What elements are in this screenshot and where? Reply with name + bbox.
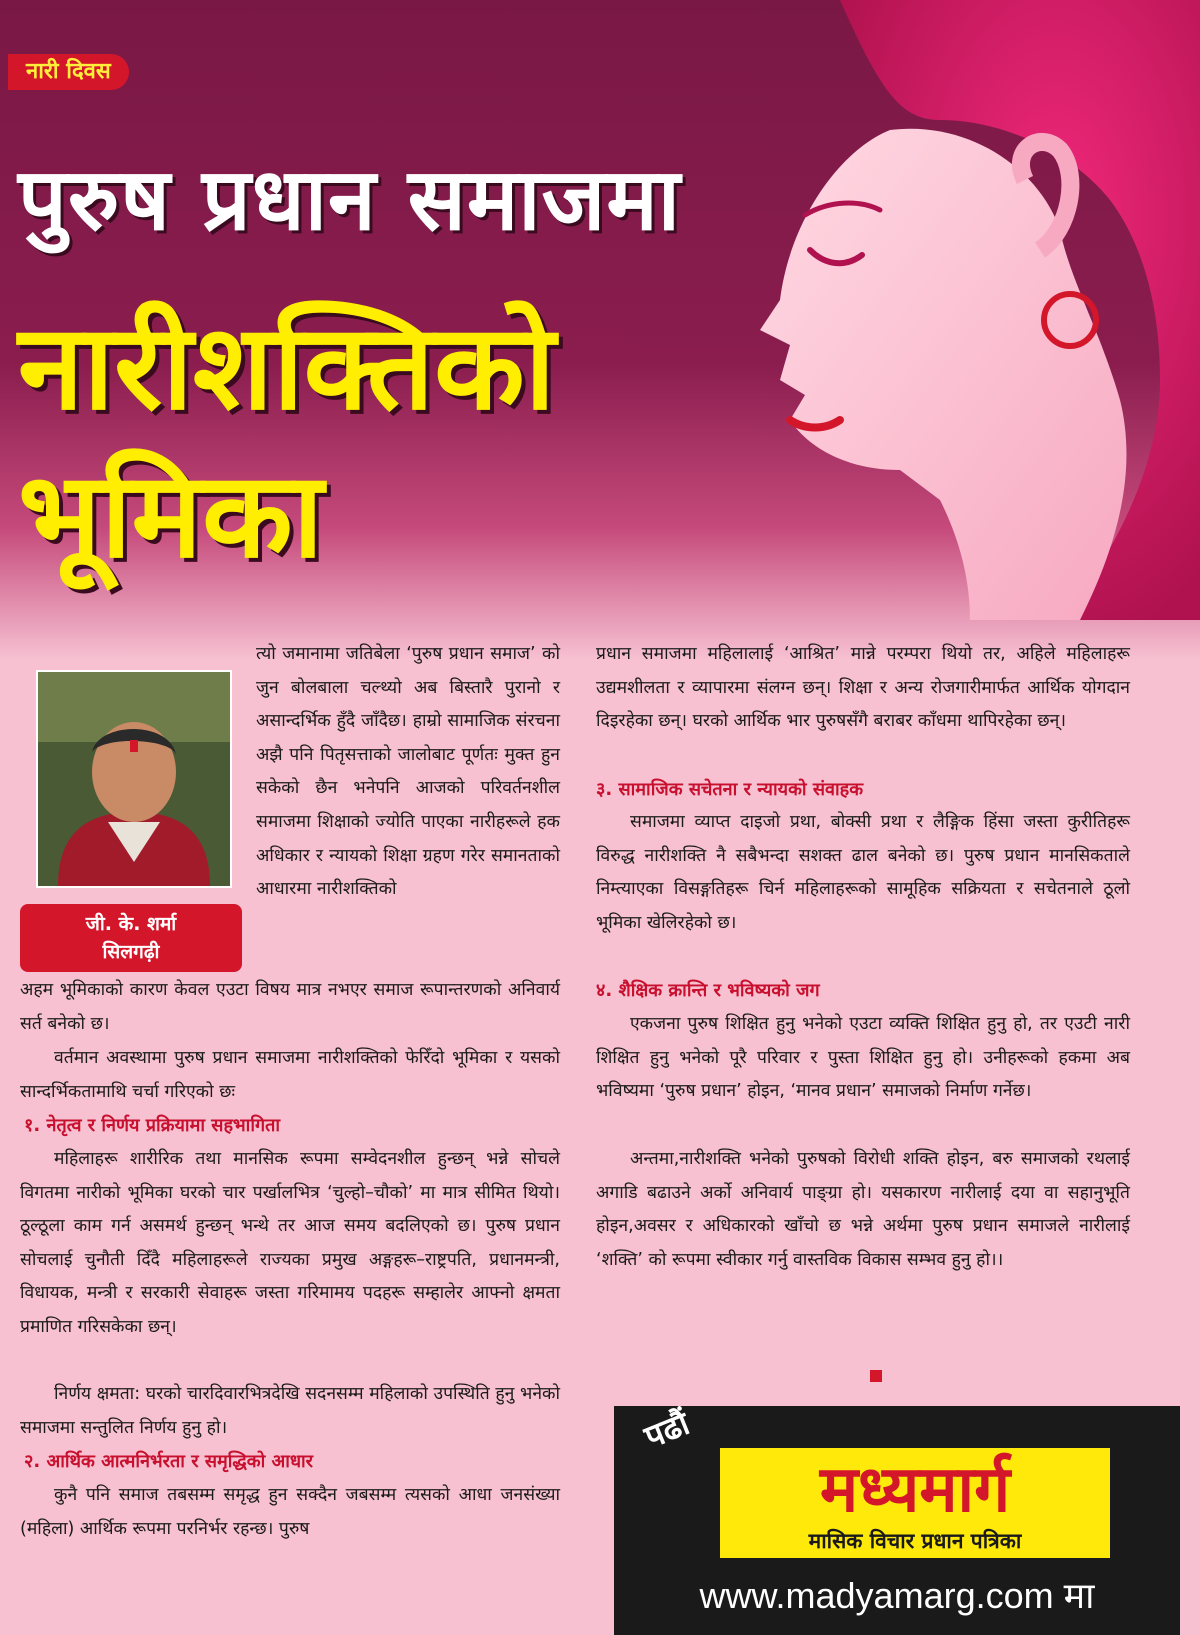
end-of-article-mark bbox=[870, 1370, 882, 1382]
section-3-heading: ३. सामाजिक सचेतना र न्यायको संवाहक bbox=[596, 779, 864, 800]
author-byline bbox=[20, 904, 242, 972]
article-paragraph-intro: त्यो जमानामा जतिबेला ‘पुरुष प्रधान समाज’ को जुन बोलबाला चल्थ्यो अब बिस्तारै पुरानो र असान्दर्भिक हुँदै जाँदैछ। हाम्रो सामाजिक संरचना अझै पनि पितृसत्ताको जालोबाट पूर्णतः मुक्त हुन सकेको छैन भनेपनि आजको परिवर्तनशील समाजमा शिक्षाको ज्योति पाएका नारीहरूले हक अधिकार र न्यायको शिक्षा ग्रहण गरेर समानताको आधारमा नारीशक्तिको bbox=[256, 644, 560, 900]
headline-line-3: भूमिका bbox=[18, 446, 324, 584]
column-2-paragraph-1: प्रधान समाजमा महिलालाई ‘आश्रित’ मान्ने परम्परा थियो तर, अहिले महिलाहरू उद्यमशीलता र व्यापारमा संलग्न छन्। शिक्षा र अन्य रोजगारीमार्फत आर्थिक योगदान दिइरहेका छन्। घरको आर्थिक भार पुरुषसँगै बराबर काँधमा थापिरहेका छन्। bbox=[596, 644, 1130, 732]
section-2-paragraph-1: कुनै पनि समाज तबसम्म समृद्ध हुन सक्दैन जबसम्म त्यसको आधा जनसंख्या (महिला) आर्थिक रूपमा परनिर्भर रहन्छ। पुरुष bbox=[20, 1485, 560, 1539]
author-name: जी. के. शर्मा bbox=[85, 913, 177, 935]
headline-line-1: पुरुष प्रधान समाजमा bbox=[18, 150, 682, 250]
woman-profile-illustration bbox=[640, 0, 1200, 620]
article-paragraph-intro-continued: अहम भूमिकाको कारण केवल एउटा विषय मात्र नभएर समाज रूपान्तरणको अनिवार्य सर्त बनेको छ। bbox=[20, 980, 560, 1034]
ad-brand-name: मध्यमार्ग bbox=[819, 1453, 1011, 1527]
section-3-paragraph-1: समाजमा व्याप्त दाइजो प्रथा, बोक्सी प्रथा र लैङ्गिक हिंसा जस्ता कुरीतिहरू विरुद्ध नारीशक्ति नै सबैभन्दा सशक्त ढाल बनेको छ। पुरुष प्रधान मानसिकताले निम्त्याएका विसङ्गतिहरू चिर्न महिलाहरूको सामूहिक सक्रियता र सचेतनाले ठूलो भूमिका खेलिरहेको छ। bbox=[596, 812, 1130, 933]
author-photo bbox=[36, 670, 232, 888]
section-tag: नारी दिवस bbox=[8, 54, 129, 90]
section-4-paragraph-1: एकजना पुरुष शिक्षित हुनु भनेको एउटा व्यक्ति शिक्षित हुनु हो, तर एउटी नारी शिक्षित हुनु भनेको पूरै परिवार र पुस्ता शिक्षित हुनु हो। उनीहरूको हकमा अब भविष्यमा ‘पुरुष प्रधान’ होइन, ‘मानव प्रधान’ समाजको निर्माण गर्नेछ। bbox=[596, 1014, 1130, 1102]
section-1-paragraph-2: निर्णय क्षमता: घरको चारदिवारभित्रदेखि सदनसम्म महिलाको उपस्थिति हुनु भनेको समाजमा सन्तुलित निर्णय हुनु हो। bbox=[20, 1384, 560, 1438]
ad-tagline: मासिक विचार प्रधान पत्रिका bbox=[808, 1529, 1022, 1553]
headline-line-2: नारीशक्तिको bbox=[18, 298, 556, 436]
header-banner bbox=[0, 0, 1200, 660]
section-4-heading: ४. शैक्षिक क्रान्ति र भविष्यको जग bbox=[596, 980, 820, 1001]
article-paragraph-context: वर्तमान अवस्थामा पुरुष प्रधान समाजमा नारीशक्तिको फेरिँदो भूमिका र यसको सान्दर्भिकतामाथि चर्चा गरिएको छः bbox=[20, 1048, 560, 1102]
ad-read-label: पढौं bbox=[639, 1404, 695, 1457]
ad-website-link[interactable]: www.madyamarg.com मा bbox=[699, 1575, 1095, 1616]
conclusion-paragraph: अन्तमा,नारीशक्ति भनेको पुरुषको विरोधी शक्ति होइन, बरु समाजको रथलाई अगाडि बढाउने अर्को अनिवार्य पाङ्ग्रा हो। यसकारण नारीलाई दया वा सहानुभूति होइन,अवसर र अधिकारको खाँचो छ भन्ने अर्थमा पुरुष प्रधान समाजले नारीलाई ‘शक्ति’ को रूपमा स्वीकार गर्नु वास्तविक विकास सम्भव हुनु हो।। bbox=[596, 1149, 1130, 1270]
section-1-paragraph-1: महिलाहरू शारीरिक तथा मानसिक रूपमा सम्वेदनशील हुन्छन् भन्ने सोचले विगतमा नारीको भूमिका घरको चार पर्खालभित्र ‘चुल्हो–चौको’ मा मात्र सीमित थियो। ठूल्ठूला काम गर्न असमर्थ हुन्छन् भन्थे तर आज समय बदलिएको छ। पुरुष प्रधान सोचलाई चुनौती दिँदै महिलाहरूले राज्यका प्रमुख अङ्गहरू–राष्ट्रपति, प्रधानमन्त्री, विधायक, मन्त्री र सरकारी सेवाहरू जस्ता गरिमामय पदहरू सम्हालेर आफ्नो क्षमता प्रमाणित गरिसकेका छन्। bbox=[20, 1149, 560, 1337]
section-2-heading: २. आर्थिक आत्मनिर्भरता र समृद्धिको आधार bbox=[24, 1451, 314, 1472]
author-place: सिलगढ़ी bbox=[102, 941, 160, 963]
section-1-heading: १. नेतृत्व र निर्णय प्रक्रियामा सहभागिता bbox=[24, 1115, 281, 1136]
author-portrait-icon bbox=[38, 672, 230, 886]
